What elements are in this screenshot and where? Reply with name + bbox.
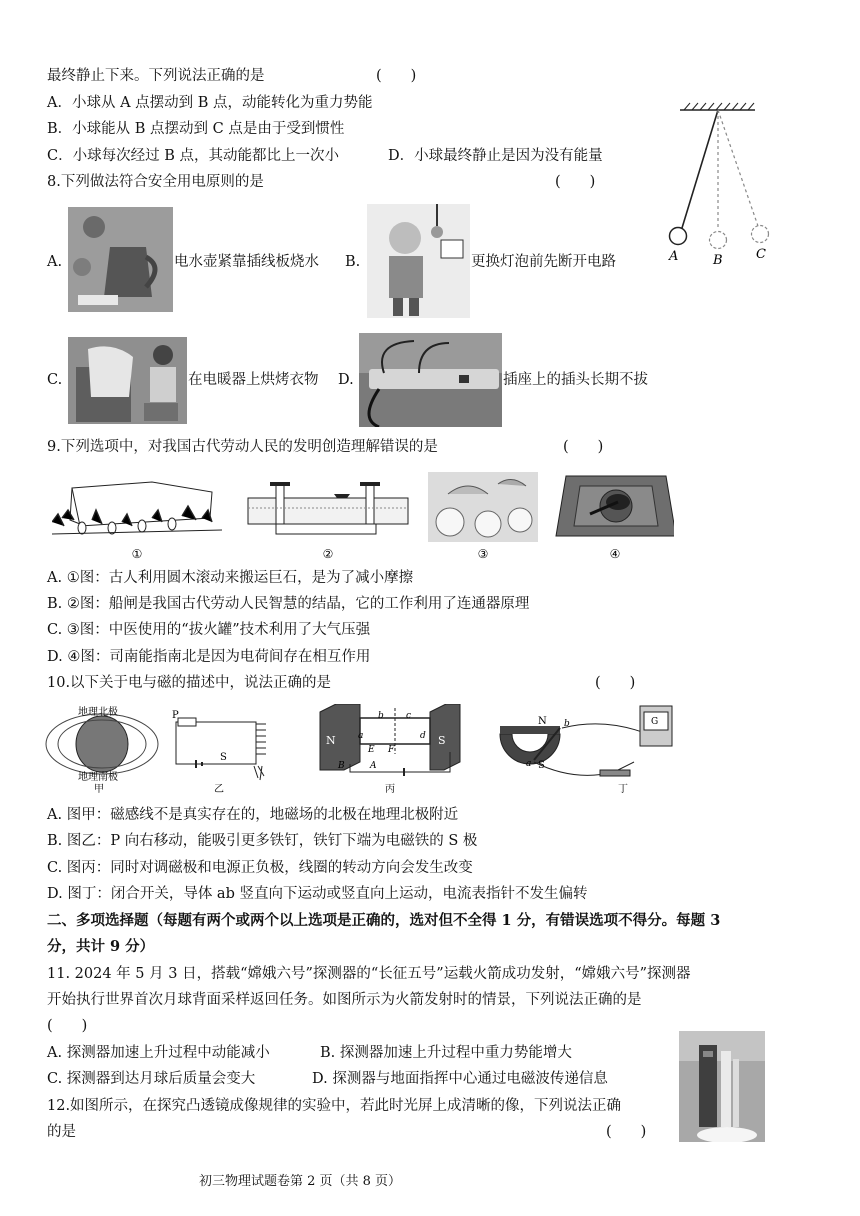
q10-figures	[44, 704, 680, 796]
sinan-compass-figure	[556, 476, 674, 536]
q7-option-a: A．小球从 A 点摆动到 B 点，动能转化为重力势能	[47, 95, 373, 111]
galvanometer-label: G	[651, 717, 659, 727]
section2-heading-cont: 分，共计 9 分）	[47, 938, 155, 955]
motor-label-a: a	[358, 731, 364, 741]
pendulum-label-a: A	[669, 249, 679, 264]
q11-option-c: C. 探测器到达月球后质量会变大	[47, 1071, 256, 1087]
q8-option-b-letter: B.	[345, 254, 361, 270]
motor-label-b: b	[378, 711, 384, 721]
q8-option-d-text: 插座上的插头长期不拔	[503, 372, 648, 388]
geographic-north-label: 地理北极	[78, 707, 118, 718]
q12-stem-line2: 的是	[47, 1124, 76, 1140]
conductor-label-a: a	[526, 759, 532, 769]
q9-figures	[52, 472, 674, 564]
motor-label-e: E	[368, 745, 375, 755]
q10-caption-ding: 丁	[618, 784, 628, 795]
q10-answer-paren: ( )	[595, 675, 636, 691]
ship-lock-figure	[248, 482, 408, 534]
motor-label-d: d	[420, 731, 426, 741]
q11-stem-line2: 开始执行世界首次月球背面采样返回任务。如图所示为火箭发射时的情景，下列说法正确的是	[47, 992, 642, 1008]
motor-figure	[320, 704, 460, 795]
q10-stem: 10.以下关于电与磁的描述中，说法正确的是	[47, 675, 332, 691]
plugs-in-socket-image	[359, 333, 502, 427]
earth-magnetic-field-figure	[46, 705, 158, 795]
q8-option-c-letter: C.	[47, 372, 63, 388]
q11-option-a: A. 探测器加速上升过程中动能减小	[47, 1045, 270, 1061]
q9-stem: 9.下列选项中，对我国古代劳动人民的发明创造理解错误的是	[47, 439, 438, 455]
motor-label-b-brush: B	[338, 761, 345, 771]
q9-option-d: D. ④图：司南能指南北是因为电荷间存在相互作用	[47, 649, 371, 665]
q8-stem: 8.下列做法符合安全用电原则的是	[47, 174, 264, 190]
conductor-label-b: b	[564, 719, 570, 729]
q11-answer-paren: ( )	[47, 1018, 88, 1034]
pendulum-label-c: C	[756, 247, 766, 262]
q12-stem-line1: 12.如图所示，在探究凸透镜成像规律的实验中，若此时光屏上成清晰的像，下列说法正确	[47, 1098, 622, 1114]
motor-label-c: c	[406, 711, 412, 721]
page-footer: 初三物理试题卷第 2 页（共 8 页）	[198, 1174, 402, 1189]
induction-galvanometer-figure	[500, 706, 672, 795]
q10-caption-bing: 丙	[385, 784, 395, 795]
q11-option-b: B. 探测器加速上升过程中重力势能增大	[320, 1045, 572, 1061]
q8-option-b-text: 更换灯泡前先断开电路	[471, 254, 616, 270]
boy-changing-bulb-image	[367, 204, 470, 318]
q9-caption-2: ②	[322, 547, 334, 561]
clothes-on-heater-image	[68, 337, 187, 424]
pendulum-label-b: B	[713, 253, 723, 268]
q7-option-d: D．小球最终静止是因为没有能量	[388, 148, 603, 164]
q10-option-b: B. 图乙：P 向右移动，能吸引更多铁钉，铁钉下端为电磁铁的 S 极	[47, 833, 478, 849]
q11-option-d: D. 探测器与地面指挥中心通过电磁波传递信息	[312, 1071, 608, 1087]
electromagnet-circuit-figure	[172, 710, 266, 795]
q7-option-b: B．小球能从 B 点摆动到 C 点是由于受到惯性	[47, 121, 345, 137]
q10-option-d: D. 图丁：闭合开关，导体 ab 竖直向下运动或竖直向上运动，电流表指针不发生偏转	[47, 886, 588, 902]
q7-option-c: C．小球每次经过 B 点，其动能都比上一次小	[47, 148, 339, 164]
q8-option-c-text: 在电暖器上烘烤衣物	[188, 372, 319, 388]
kettle-near-powerstrip-image	[68, 207, 173, 312]
q10-caption-yi: 乙	[214, 784, 224, 795]
q10-option-c: C. 图丙：同时对调磁极和电源正负极，线圈的转动方向会发生改变	[47, 860, 473, 876]
q9-caption-4: ④	[609, 547, 621, 561]
logs-and-stone-figure	[52, 482, 222, 534]
magnet-south-label: S	[538, 760, 545, 771]
q9-caption-1: ①	[131, 547, 143, 561]
q7-answer-paren: ( )	[376, 68, 417, 84]
section2-heading: 二、多项选择题（每题有两个或两个以上选项是正确的，选对但不全得 1 分，有错误选项不得分。每题 3	[47, 912, 721, 929]
rocket-launch-image	[679, 1031, 765, 1142]
rheostat-slider-label: P	[172, 710, 179, 721]
q11-stem-line1: 11. 2024 年 5 月 3 日，搭载“嫦娥六号”探测器的“长征五号”运载火箭成功发射，“嫦娥六号”探测器	[47, 966, 691, 982]
q10-caption-jia: 甲	[94, 784, 104, 795]
q9-option-a: A. ①图：古人利用圆木滚动来搬运巨石，是为了减小摩擦	[47, 570, 414, 586]
q10-option-a: A. 图甲：磁感线不是真实存在的，地磁场的北极在地理北极附近	[47, 807, 459, 823]
geographic-south-label: 地理南极	[78, 772, 118, 783]
pendulum-figure	[660, 100, 780, 270]
q9-option-c: C. ③图：中医使用的“拔火罐”技术利用了大气压强	[47, 622, 371, 638]
q8-answer-paren: ( )	[555, 174, 596, 190]
q9-caption-3: ③	[477, 547, 489, 561]
motor-label-f: F	[388, 745, 395, 755]
motor-south-pole-label: S	[438, 734, 446, 747]
q7-stem-end: 最终静止下来。下列说法正确的是	[47, 68, 265, 84]
q8-option-d-letter: D.	[338, 372, 354, 388]
motor-label-a-brush: A	[370, 761, 377, 771]
magnet-north-label: N	[538, 716, 547, 727]
switch-label: S	[220, 752, 227, 763]
q8-option-a-letter: A.	[47, 254, 63, 270]
q12-answer-paren: ( )	[606, 1124, 647, 1140]
motor-north-pole-label: N	[326, 734, 336, 747]
cupping-figure	[428, 472, 538, 542]
q8-option-a-text: 电水壶紧靠插线板烧水	[174, 254, 319, 270]
q9-option-b: B. ②图：船闸是我国古代劳动人民智慧的结晶，它的工作利用了连通器原理	[47, 596, 530, 612]
q9-answer-paren: ( )	[563, 439, 604, 455]
